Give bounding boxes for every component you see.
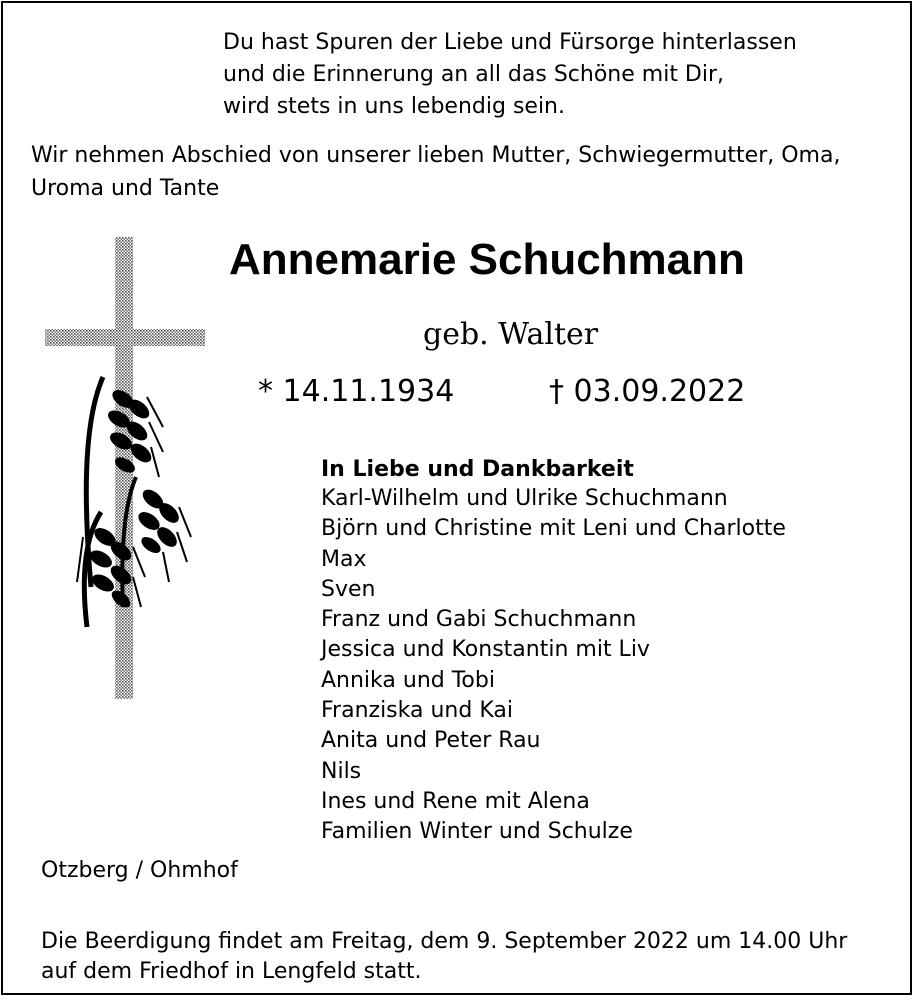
poem-line: und die Erinnerung an all das Schöne mit Dir, bbox=[223, 62, 725, 87]
list-item: Anita und Peter Rau bbox=[321, 728, 541, 754]
maiden-name: geb. Walter bbox=[423, 317, 599, 352]
birth-date: * 14.11.1934 bbox=[258, 374, 455, 409]
list-item: Annika und Tobi bbox=[321, 667, 495, 693]
death-date: † 03.09.2022 bbox=[549, 374, 746, 409]
list-item: Jessica und Konstantin mit Liv bbox=[321, 637, 650, 663]
memorial-poem bbox=[223, 27, 797, 123]
place-of-residence: Otzberg / Ohmhof bbox=[41, 858, 238, 883]
list-item: Karl-Wilhelm und Ulrike Schuchmann bbox=[321, 486, 728, 511]
funeral-line: auf dem Friedhof in Lengfeld statt. bbox=[41, 959, 422, 984]
intro-line: Wir nehmen Abschied von unserer lieben Mutter, Schwiegermutter, Oma, bbox=[31, 143, 841, 168]
list-item: Björn und Christine mit Leni und Charlotte bbox=[321, 516, 786, 542]
list-item: Nils bbox=[321, 758, 362, 784]
mourners-title: In Liebe und Dankbarkeit bbox=[321, 457, 634, 482]
funeral-info bbox=[41, 927, 847, 987]
list-item: Sven bbox=[321, 576, 376, 602]
list-item: Franziska und Kai bbox=[321, 698, 513, 724]
list-item: Max bbox=[321, 546, 367, 572]
cross-with-wheat-icon bbox=[41, 237, 211, 707]
poem-line: wird stets in uns lebendig sein. bbox=[223, 94, 565, 119]
mourners-list bbox=[321, 484, 786, 848]
poem-line: Du hast Spuren der Liebe und Fürsorge hinterlassen bbox=[223, 30, 797, 55]
list-item: Ines und Rene mit Alena bbox=[321, 788, 590, 814]
obituary-notice bbox=[1, 1, 912, 995]
list-item: Franz und Gabi Schuchmann bbox=[321, 607, 637, 633]
mourners-section bbox=[321, 455, 786, 848]
deceased-name: Annemarie Schuchmann bbox=[229, 235, 745, 284]
farewell-intro bbox=[31, 139, 840, 205]
list-item: Familien Winter und Schulze bbox=[321, 819, 633, 845]
funeral-line: Die Beerdigung findet am Freitag, dem 9. September 2022 um 14.00 Uhr bbox=[41, 929, 848, 954]
intro-line: Uroma und Tante bbox=[31, 176, 220, 201]
